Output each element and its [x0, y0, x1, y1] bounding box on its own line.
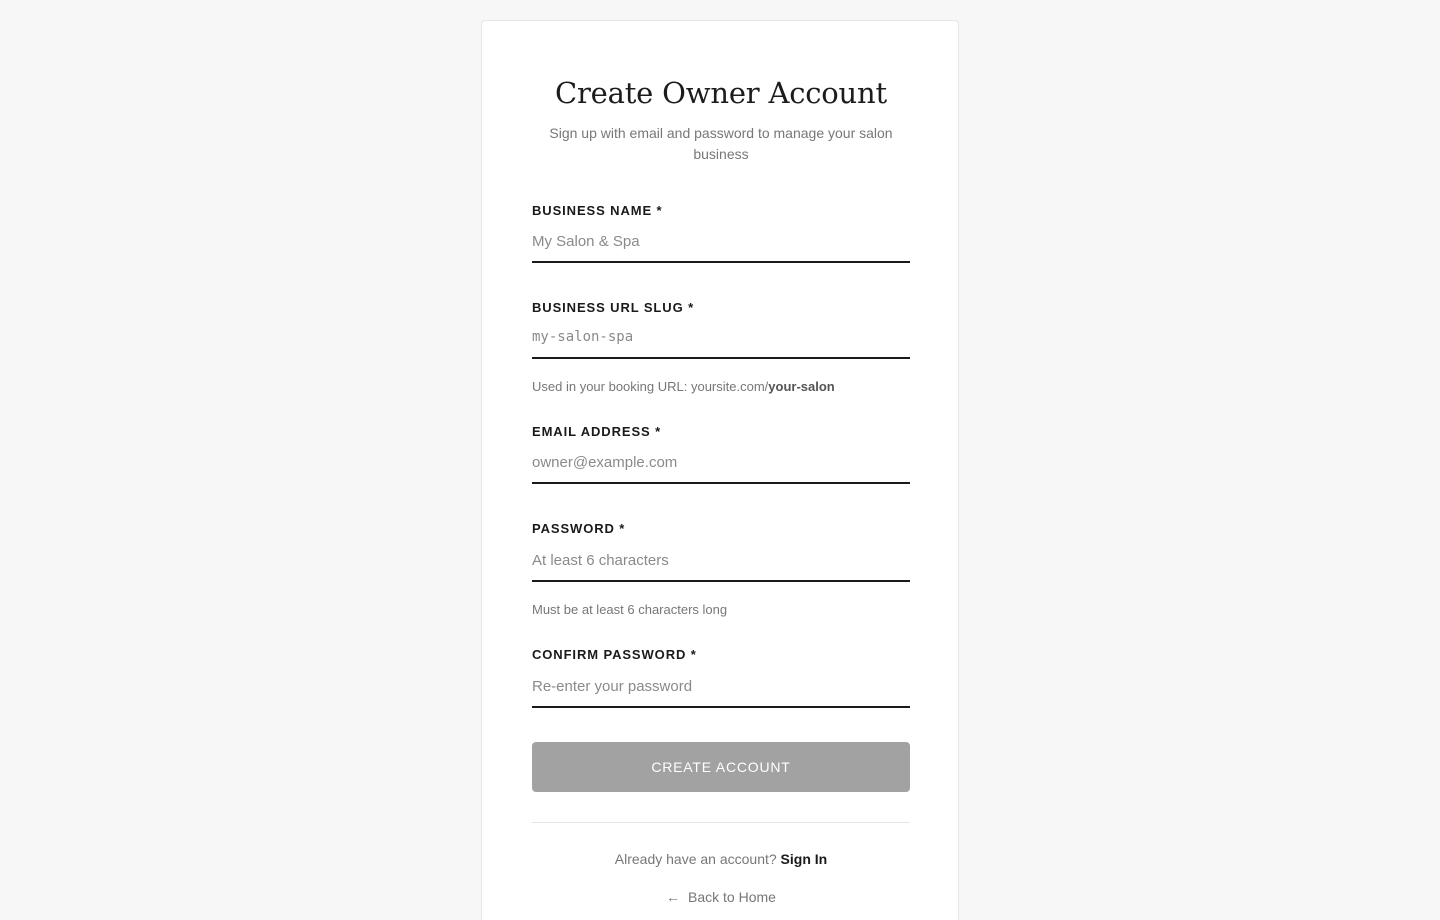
business-slug-help-text: Used in your booking URL: yoursite.com/ — [532, 379, 769, 394]
create-account-button[interactable]: CREATE ACCOUNT — [532, 742, 910, 792]
divider — [532, 822, 910, 823]
sign-in-link[interactable]: Sign In — [780, 851, 828, 867]
arrow-left-icon: ← — [666, 889, 681, 905]
password-label: PASSWORD * — [532, 521, 626, 536]
password-input[interactable] — [532, 540, 910, 582]
page-title: Create Owner Account — [555, 76, 887, 110]
business-slug-help — [532, 379, 835, 395]
confirm-password-field — [532, 647, 910, 663]
back-to-home-label: Back to Home — [688, 889, 776, 905]
signin-prompt-text: Already have an account? — [614, 851, 777, 867]
business-slug-field — [532, 300, 910, 394]
page-subtitle: Sign up with email and password to manage your salon business — [549, 125, 893, 162]
confirm-password-input[interactable] — [532, 666, 910, 708]
business-name-field — [532, 203, 910, 219]
password-help: Must be at least 6 characters long — [532, 602, 728, 617]
email-input[interactable] — [532, 442, 910, 484]
business-slug-input[interactable] — [532, 317, 910, 359]
business-slug-help-example: your-salon — [768, 379, 835, 394]
signin-prompt — [532, 849, 910, 869]
password-field — [532, 521, 910, 617]
email-label: EMAIL ADDRESS * — [532, 424, 662, 439]
business-name-input[interactable] — [532, 221, 910, 263]
back-to-home-link[interactable] — [532, 887, 910, 907]
confirm-password-label: CONFIRM PASSWORD * — [532, 647, 697, 662]
business-slug-label: BUSINESS URL SLUG * — [532, 300, 695, 315]
email-field — [532, 424, 910, 440]
business-name-label: BUSINESS NAME * — [532, 203, 663, 218]
signup-card — [481, 20, 959, 920]
